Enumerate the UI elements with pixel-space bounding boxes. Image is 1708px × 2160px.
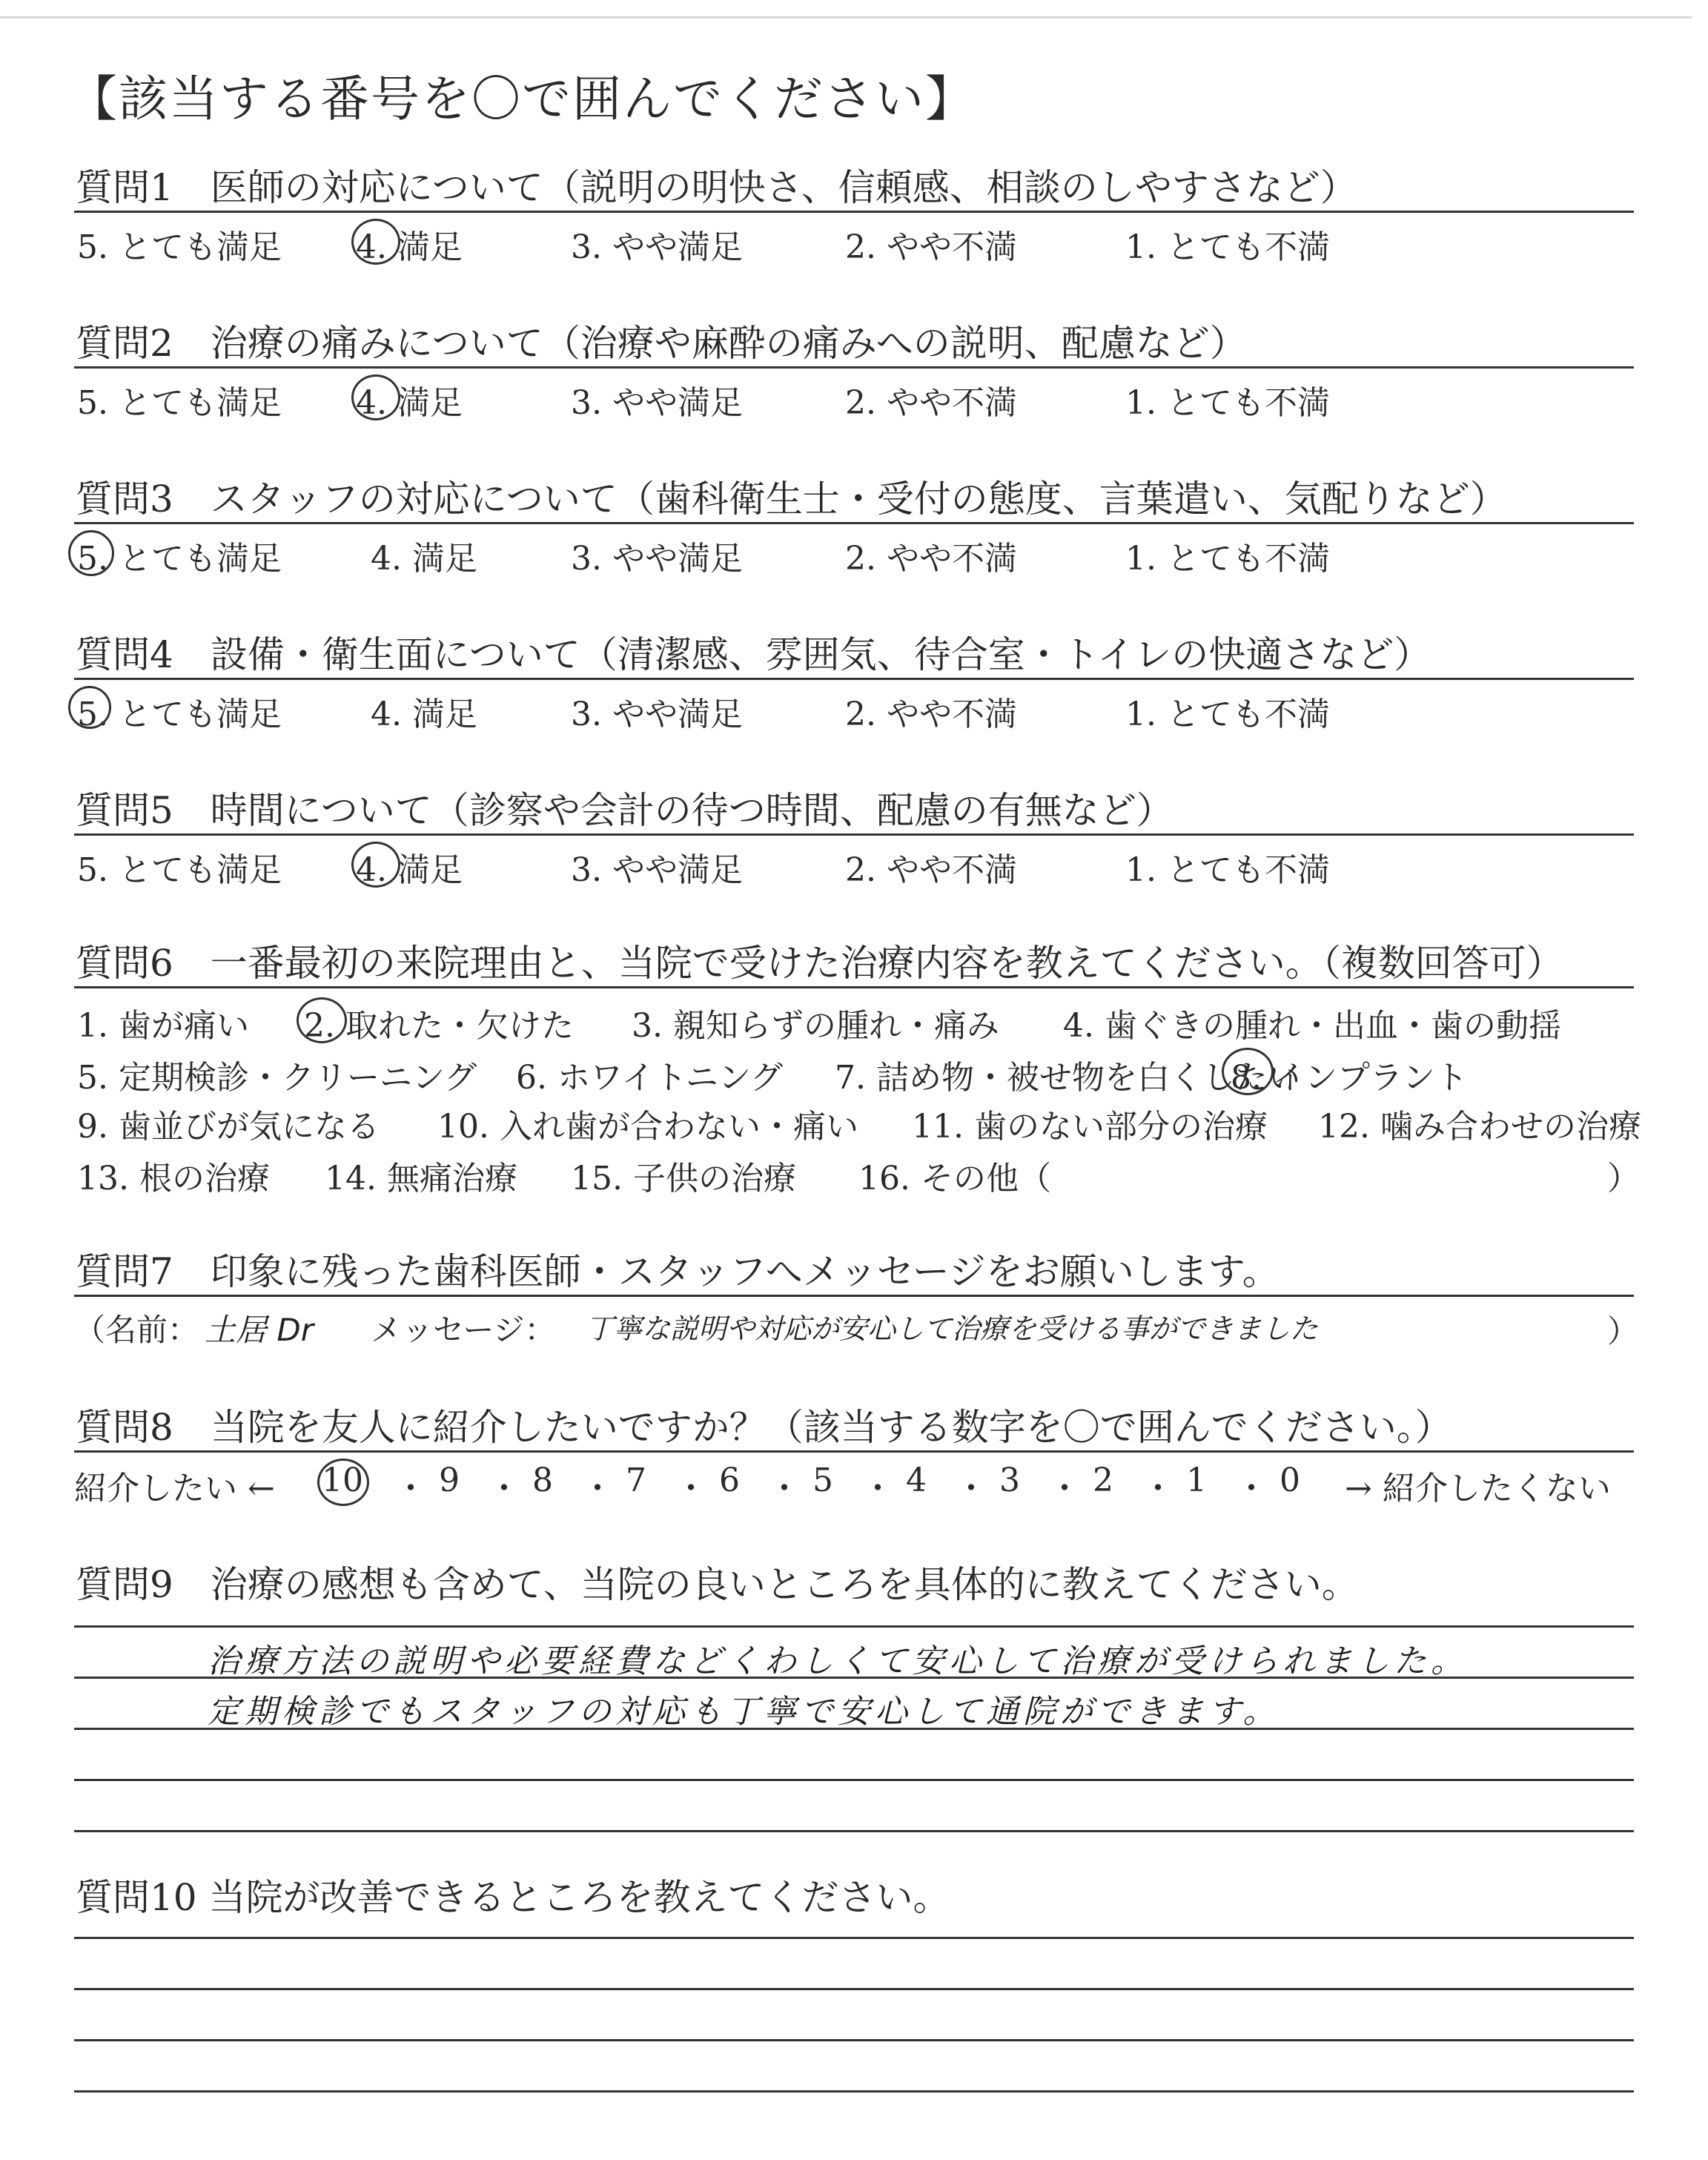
message-row xyxy=(74,1297,1639,1352)
rating-options xyxy=(74,213,1634,265)
close-paren: ） xyxy=(1607,1160,1640,1198)
reason-option[interactable]: 12. 噛み合わせの治療 xyxy=(1318,1108,1641,1146)
recommend-scale xyxy=(74,1453,1634,1506)
option-1[interactable]: 1. とても不満 xyxy=(1125,384,1330,422)
scale-6[interactable]: 6 xyxy=(719,1462,740,1499)
option-4[interactable]: 4. 満足 xyxy=(356,851,463,889)
scale-dot: ・ xyxy=(675,1470,707,1507)
option-4[interactable]: 4. 満足 xyxy=(356,228,463,266)
option-1[interactable]: 1. とても不満 xyxy=(1125,696,1330,733)
option-1[interactable]: 1. とても不満 xyxy=(1125,540,1330,578)
question-title: 質問2 治療の痛みについて（治療や麻酔の痛みへの説明、配慮など） xyxy=(76,322,1247,365)
question-6 xyxy=(74,940,1641,1198)
name-value[interactable]: 土居 Dr xyxy=(205,1312,314,1348)
selection-circle xyxy=(1222,1048,1274,1095)
question-title: 質問4 設備・衛生面について（清潔感、雰囲気、待合室・トイレの快適さなど） xyxy=(76,633,1431,676)
scale-8[interactable]: 8 xyxy=(532,1462,553,1499)
reason-option[interactable]: 4. 歯ぐきの腫れ・出血・歯の動揺 xyxy=(1063,1007,1561,1045)
scale-dot: ・ xyxy=(768,1470,801,1507)
question-2 xyxy=(74,320,1634,420)
selection-circle xyxy=(351,219,400,265)
reason-option[interactable]: 2. 取れた・欠けた xyxy=(304,1007,574,1045)
scale-4[interactable]: 4 xyxy=(906,1462,927,1499)
option-3[interactable]: 3. やや満足 xyxy=(571,228,743,266)
selection-circle xyxy=(68,686,111,729)
handwritten-answer-line[interactable]: 定期検診でもスタッフの対応も丁寧で安心して通院ができます。 xyxy=(208,1693,1280,1731)
option-5[interactable]: 5. とても満足 xyxy=(77,384,282,422)
reason-option[interactable]: 5. 定期検診・クリーニング xyxy=(77,1059,477,1097)
reason-option[interactable]: 3. 親知らずの腫れ・痛み xyxy=(632,1007,999,1045)
scale-5[interactable]: 5 xyxy=(812,1462,833,1499)
rating-options xyxy=(74,836,1634,888)
message-value[interactable]: 丁寧な説明や対応が安心して治療を受ける事ができました xyxy=(586,1312,1319,1345)
option-2[interactable]: 2. やや不満 xyxy=(845,228,1017,266)
scale-right-label: → 紹介したくない xyxy=(1345,1470,1611,1507)
option-3[interactable]: 3. やや満足 xyxy=(571,540,743,578)
option-5[interactable]: 5. とても満足 xyxy=(77,851,282,889)
answer-line xyxy=(74,1830,1634,1832)
close-paren: ） xyxy=(1607,1313,1639,1350)
scale-dot: ・ xyxy=(861,1470,894,1507)
selection-circle xyxy=(317,1459,369,1506)
scale-0[interactable]: 0 xyxy=(1280,1462,1300,1499)
answer-line xyxy=(74,2090,1634,2093)
scale-dot: ・ xyxy=(1235,1470,1268,1507)
rating-options xyxy=(74,369,1634,420)
option-3[interactable]: 3. やや満足 xyxy=(571,851,743,889)
selection-circle xyxy=(351,374,400,420)
scale-9[interactable]: 9 xyxy=(439,1462,460,1499)
scale-left-label: 紹介したい ← xyxy=(74,1470,275,1507)
question-title: 質問8 当院を友人に紹介したいですか？（該当する数字を〇で囲んでください。） xyxy=(76,1406,1452,1449)
scale-dot: ・ xyxy=(488,1470,520,1507)
scale-7[interactable]: 7 xyxy=(626,1462,646,1499)
message-label: メッセージ： xyxy=(371,1312,556,1348)
question-title: 質問1 医師の対応について（説明の明快さ、信頼感、相談のしやすさなど） xyxy=(76,166,1357,209)
scale-dot: ・ xyxy=(1142,1470,1174,1507)
reason-option[interactable]: 1. 歯が痛い xyxy=(77,1007,249,1045)
option-2[interactable]: 2. やや不満 xyxy=(845,384,1017,422)
question-8 xyxy=(74,1404,1634,1506)
option-3[interactable]: 3. やや満足 xyxy=(571,384,743,422)
scale-2[interactable]: 2 xyxy=(1093,1462,1113,1499)
question-title: 質問3 スタッフの対応について（歯科衛生士・受付の態度、言葉遣い、気配りなど） xyxy=(76,478,1507,521)
reason-option[interactable]: 6. ホワイトニング xyxy=(516,1059,784,1097)
rating-options xyxy=(74,680,1634,732)
question-title: 質問10 当院が改善できるところを教えてください。 xyxy=(76,1876,950,1919)
selection-circle xyxy=(68,530,114,576)
option-2[interactable]: 2. やや不満 xyxy=(845,851,1017,889)
reason-option[interactable]: 10. 入れ歯が合わない・痛い xyxy=(437,1108,858,1146)
selection-circle xyxy=(351,842,400,888)
reason-option[interactable]: 15. 子供の治療 xyxy=(571,1160,796,1198)
question-7 xyxy=(74,1249,1639,1352)
scale-3[interactable]: 3 xyxy=(999,1462,1020,1499)
question-9 xyxy=(74,1562,1634,1608)
option-5[interactable]: 5. とても満足 xyxy=(77,228,282,266)
handwritten-answer-line[interactable]: 治療方法の説明や必要経費などくわしくて安心して治療が受けられました。 xyxy=(208,1642,1468,1680)
reason-option[interactable]: 7. 詰め物・被せ物を白くしたい xyxy=(835,1059,1300,1097)
question-4 xyxy=(74,632,1634,732)
option-1[interactable]: 1. とても不満 xyxy=(1125,851,1330,889)
reason-option[interactable]: 13. 根の治療 xyxy=(77,1160,270,1198)
reason-option-other[interactable]: 16. その他（ xyxy=(858,1160,1051,1198)
answer-area-q10 xyxy=(74,1937,1634,2093)
reason-options xyxy=(74,988,1641,1198)
option-4[interactable]: 4. 満足 xyxy=(371,540,477,578)
reason-option[interactable]: 11. 歯のない部分の治療 xyxy=(912,1108,1268,1146)
option-4[interactable]: 4. 満足 xyxy=(371,696,477,733)
question-title: 質問6 一番最初の来院理由と、当院で受けた治療内容を教えてください。（複数回答可） xyxy=(76,942,1563,985)
question-5 xyxy=(74,787,1634,888)
scale-10[interactable]: 10 xyxy=(322,1462,363,1499)
scale-dot: ・ xyxy=(394,1470,427,1507)
question-title: 質問9 治療の感想も含めて、当院の良いところを具体的に教えてください。 xyxy=(76,1563,1359,1606)
reason-option[interactable]: 9. 歯並びが気になる xyxy=(77,1108,380,1146)
option-4[interactable]: 4. 満足 xyxy=(356,384,463,422)
reason-option[interactable]: 8. インプラント xyxy=(1231,1059,1468,1097)
question-1 xyxy=(74,165,1634,265)
question-3 xyxy=(74,476,1634,576)
question-title: 質問7 印象に残った歯科医師・スタッフへメッセージをお願いします。 xyxy=(76,1250,1280,1293)
question-10 xyxy=(74,1875,1634,1920)
scale-dot: ・ xyxy=(581,1470,614,1507)
page-title: 【該当する番号を〇で囲んでください】 xyxy=(68,70,976,128)
option-1[interactable]: 1. とても不満 xyxy=(1125,228,1330,266)
selection-circle xyxy=(297,997,347,1043)
option-5[interactable]: 5. とても満足 xyxy=(77,540,282,578)
option-3[interactable]: 3. やや満足 xyxy=(571,696,743,733)
option-2[interactable]: 2. やや不満 xyxy=(845,540,1017,578)
reason-option[interactable]: 14. 無痛治療 xyxy=(325,1160,517,1198)
name-label: （名前： xyxy=(74,1312,199,1348)
question-title: 質問5 時間について（診察や会計の待つ時間、配慮の有無など） xyxy=(76,789,1174,832)
top-border xyxy=(0,16,1692,19)
rating-options xyxy=(74,524,1634,576)
option-2[interactable]: 2. やや不満 xyxy=(845,696,1017,733)
scale-1[interactable]: 1 xyxy=(1186,1462,1207,1499)
option-5[interactable]: 5. とても満足 xyxy=(77,696,282,733)
scale-dot: ・ xyxy=(955,1470,987,1507)
scale-dot: ・ xyxy=(1048,1470,1081,1507)
